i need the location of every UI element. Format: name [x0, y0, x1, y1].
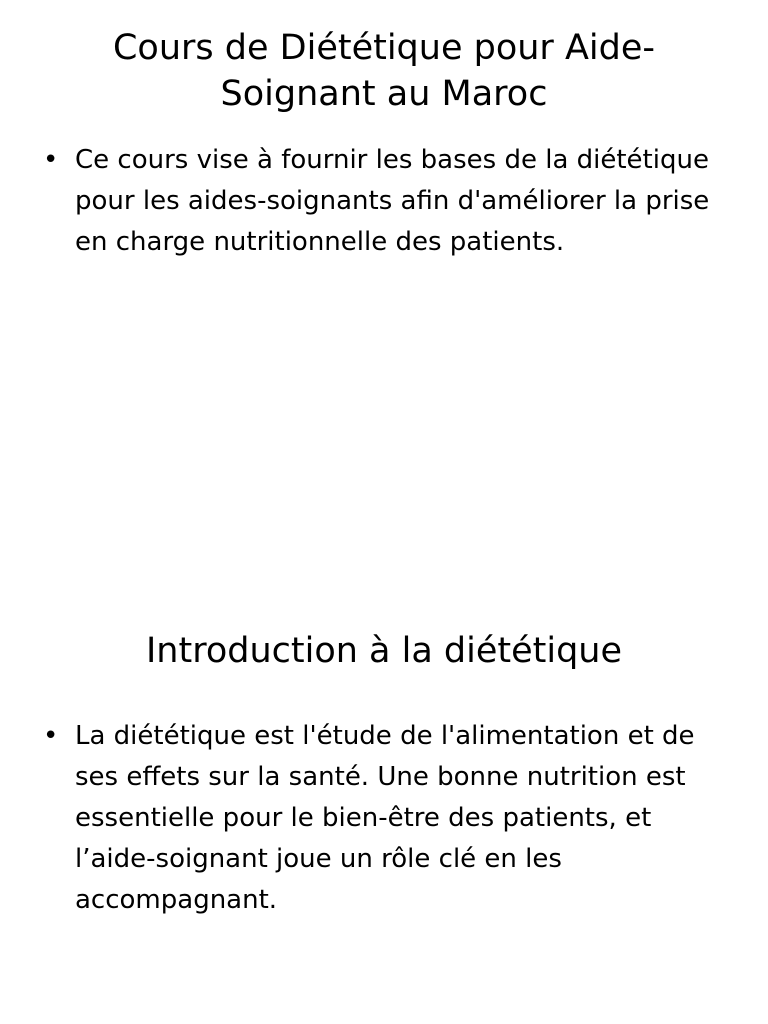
bullet-icon: • [43, 721, 59, 751]
bullet-item [40, 140, 720, 263]
slide-2 [0, 512, 768, 1024]
bullet-list [40, 716, 720, 921]
bullet-text: Ce cours vise à fournir les bases de la diététique pour les aides-soignants afin d'améliorer la prise en charge nutritionnelle des patients. [75, 145, 710, 257]
slide-title: Cours de Diététique pour Aide-Soignant au Maroc [112, 28, 655, 114]
bullet-icon: • [43, 145, 59, 175]
bullet-text: La diététique est l'étude de l'alimentation et de ses effets sur la santé. Une bonne nutrition est essentielle pour le bien-être des patients, et l’aide-soignant joue un rôle clé en les accompagnant. [75, 721, 695, 915]
bullet-item [40, 716, 720, 921]
slide-title: Introduction à la diététique [145, 631, 623, 671]
bullet-list [40, 140, 720, 263]
